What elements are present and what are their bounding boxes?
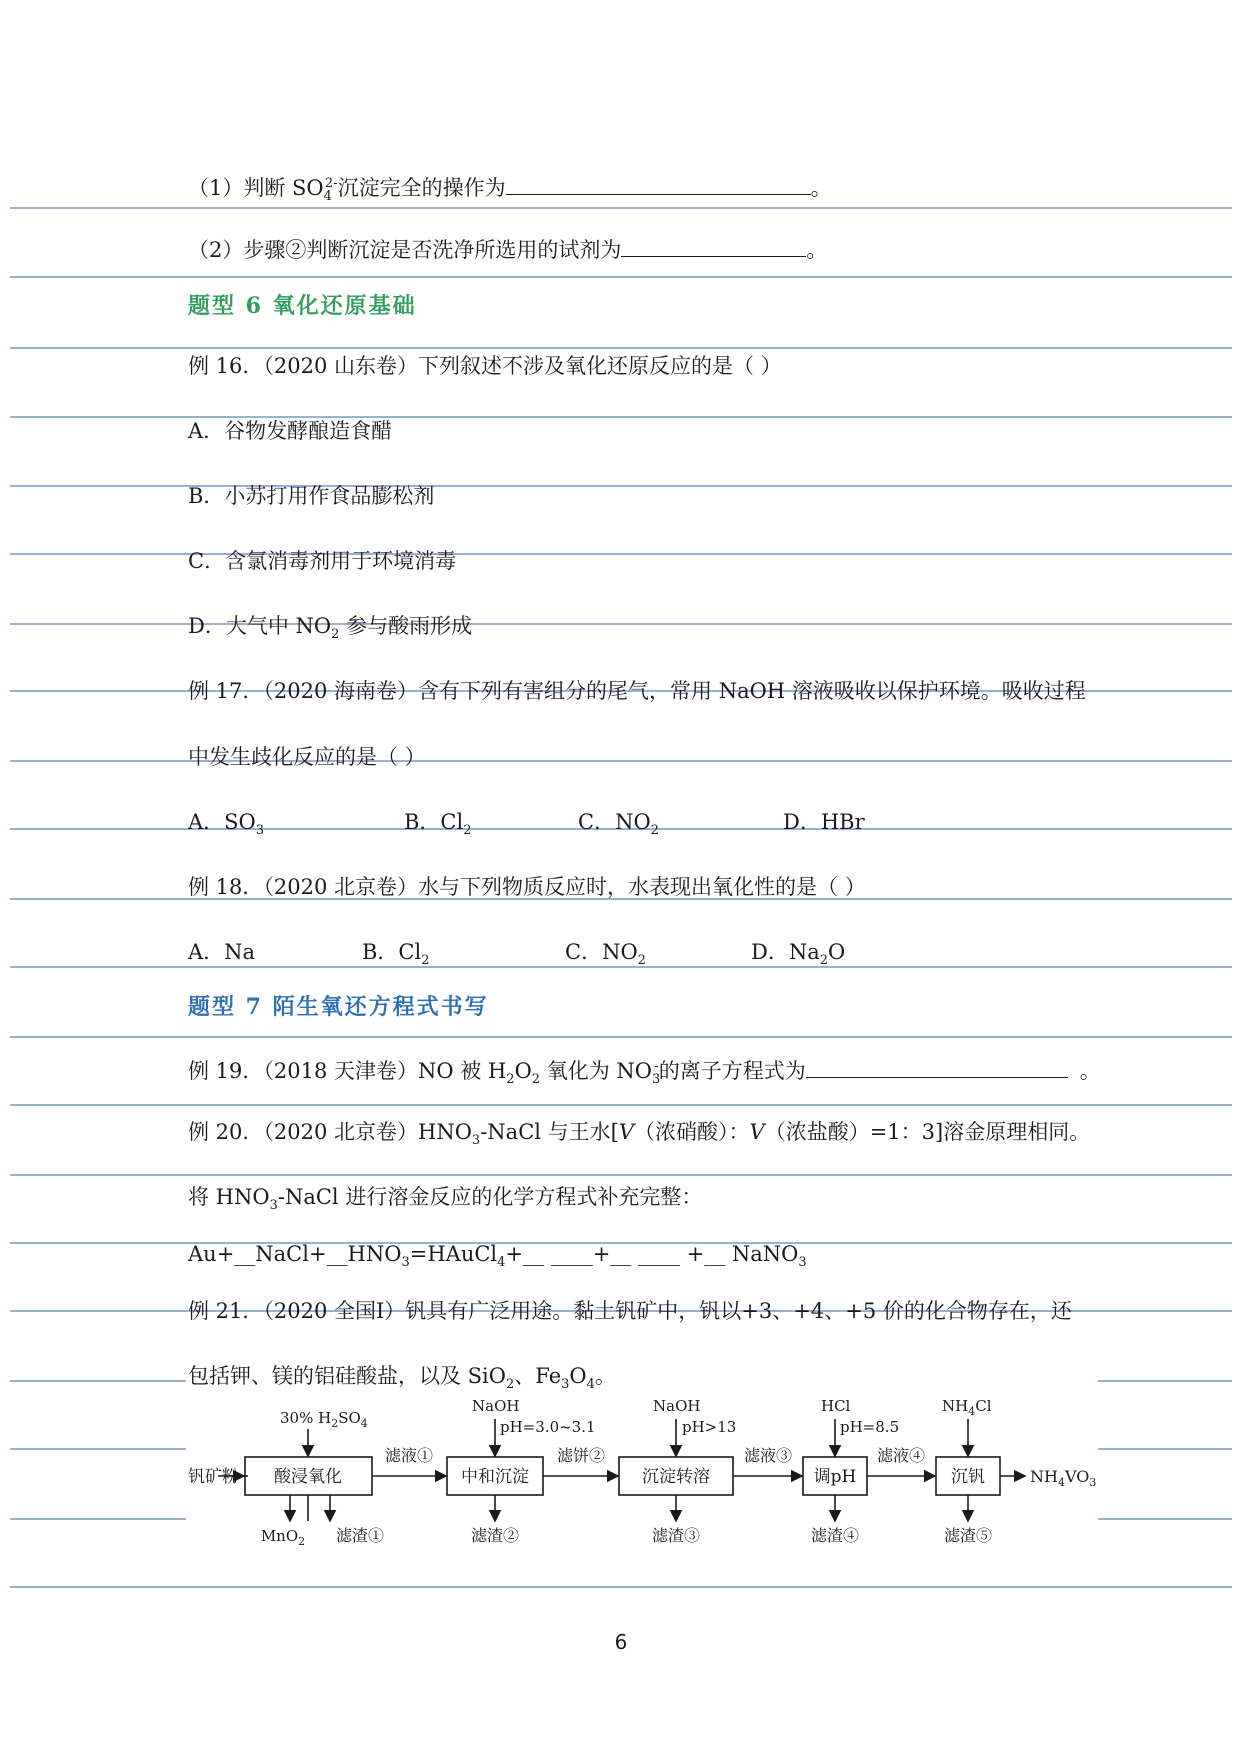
example-17-stem-line2: 中发生歧化反应的是（ ） (188, 745, 426, 769)
flow-box-1-label: 酸浸氧化 (274, 1467, 342, 1487)
flow-top-1: 30% $H_2SO_4$ (280, 1409, 368, 1430)
ruled-line (10, 276, 1232, 278)
example-18-option-b: B．$Cl_2$ (362, 940, 430, 969)
flow-top-4-ph: pH=8.5 (840, 1418, 900, 1436)
section-heading-6: 题型 6 氧化还原基础 (188, 293, 417, 319)
example-16-stem: 例 16．（2020 山东卷）下列叙述不涉及氧化还原反应的是（ ） (188, 354, 782, 378)
example-18-option-a: A．Na (188, 940, 256, 964)
ruled-line (10, 1104, 1232, 1106)
ruled-line (10, 347, 1232, 349)
example-17-option-c: C．$NO_2$ (578, 810, 659, 839)
page-number: 6 (614, 1630, 628, 1654)
flow-box-4-label: 调pH (813, 1467, 857, 1487)
ruled-line (10, 1174, 1232, 1176)
flow-bottom-mno2: MnO$_2$ (260, 1527, 306, 1548)
answer-blank[interactable] (806, 1057, 1068, 1078)
ruled-line (10, 1380, 186, 1382)
flow-top-2-ph: pH=3.0~3.1 (500, 1418, 596, 1436)
example-20-equation[interactable]: $Au+\_\_NaCl+\_\_HNO_3=HAuCl_4+\_\_$ ____+__ ____ +__ NaNO$_3$ (188, 1242, 807, 1271)
example-20-line2: 将 $HNO_3$-NaCl 进行溶金反应的化学方程式补充完整： (188, 1185, 703, 1214)
question-1: （1）判断 $SO_4^{2-}$沉淀完全的操作为 。 (188, 176, 832, 205)
flow-output: $NH_4VO_3$ (1030, 1467, 1097, 1489)
flow-box-2-label: 中和沉淀 (461, 1467, 529, 1487)
example-21-stem-line1: 例 21．（2020 全国Ⅰ）钒具有广泛用途。黏土钒矿中，钒以+3、+4、+5 价的化合物存在，还 (188, 1299, 1072, 1323)
process-flow-diagram (0, 1395, 1242, 1565)
flow-top-3-ph: pH>13 (682, 1418, 737, 1436)
example-17-stem-line1: 例 17．（2020 海南卷）含有下列有害组分的尾气，常用 NaOH 溶液吸收以保护环境。吸收过程 (188, 679, 1086, 703)
flow-bottom-2: 滤渣② (470, 1526, 520, 1545)
ruled-line (1098, 1380, 1232, 1382)
example-17-option-a: A．$SO_3$ (188, 810, 265, 839)
example-20-stem: 例 20．（2020 北京卷）$HNO_3$-NaCl 与王水[V（浓硝酸）：V（浓盐酸）=1：3]溶金原理相同。 (188, 1120, 1091, 1149)
flow-box-3-label: 沉淀转溶 (642, 1467, 710, 1487)
example-18-option-d: D．$Na_2O$ (751, 940, 846, 969)
flow-between-1: 滤液① (384, 1446, 434, 1465)
flow-bottom-5: 滤渣⑤ (943, 1526, 993, 1545)
example-17-option-d: D．HBr (783, 810, 865, 834)
flow-input: 钒矿粉 (188, 1467, 239, 1487)
flow-top-5-reagent: $NH_4Cl$ (942, 1397, 992, 1418)
flow-bottom-3: 滤渣③ (651, 1526, 701, 1545)
flow-bottom-4: 滤渣④ (810, 1526, 860, 1545)
example-16-option-a: A．谷物发酵酿造食醋 (188, 419, 393, 443)
flow-between-3: 滤液③ (743, 1446, 793, 1465)
example-19: 例 19．（2018 天津卷）NO 被 $H_2O_2$ 氧化为 $NO_3^-$的离子方程式为 。 (188, 1059, 1101, 1088)
example-18-stem: 例 18．（2020 北京卷）水与下列物质反应时，水表现出氧化性的是（ ） (188, 875, 866, 899)
section-heading-7: 题型 7 陌生氧还方程式书写 (188, 994, 489, 1020)
example-17-option-b: B．$Cl_2$ (404, 810, 472, 839)
answer-blank[interactable] (506, 174, 811, 195)
ruled-line (10, 1586, 1232, 1588)
question-2: （2）步骤②判断沉淀是否洗净所选用的试剂为 。 (188, 238, 828, 262)
flow-top-3-reagent: NaOH (653, 1397, 701, 1415)
flow-between-2: 滤饼② (556, 1446, 606, 1465)
example-21-stem-line2: 包括钾、镁的铝硅酸盐，以及 SiO$_2$、$Fe_3O_4$。 (188, 1364, 616, 1393)
flow-top-2-reagent: NaOH (472, 1397, 520, 1415)
flow-box-5-label: 沉钒 (951, 1467, 985, 1487)
ruled-line (10, 1036, 1232, 1038)
flow-between-4: 滤液④ (876, 1446, 926, 1465)
answer-blank[interactable] (621, 236, 806, 257)
example-18-option-c: C．$NO_2$ (565, 940, 646, 969)
example-16-option-c: C．含氯消毒剂用于环境消毒 (188, 549, 457, 573)
flow-bottom-1: 滤渣① (336, 1526, 385, 1545)
example-16-option-b: B．小苏打用作食品膨松剂 (188, 484, 435, 508)
flow-top-4-reagent: HCl (821, 1397, 851, 1415)
example-16-option-d: D．大气中 $NO_2$ 参与酸雨形成 (188, 614, 473, 643)
